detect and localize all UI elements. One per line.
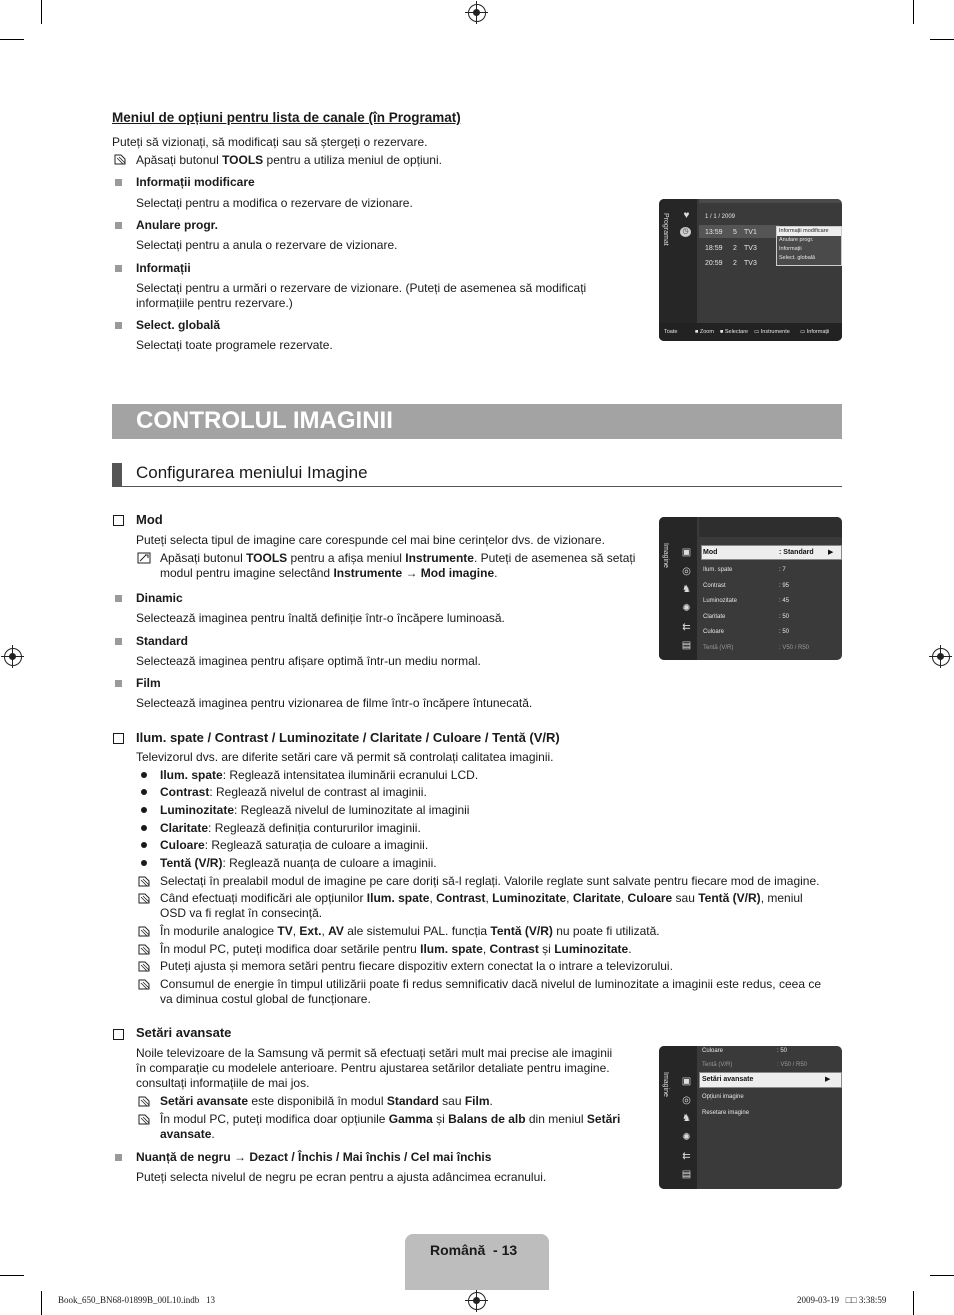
checkbox-bullet: [113, 515, 124, 526]
setari-desc: consultați informațiile de mai jos.: [136, 1076, 310, 1090]
ilum-note: Când efectuați modificări ale opțiunilor Ilum. spate, Contrast, Luminozitate, Claritate, Culoare sau Tentă (V/R), meniul: [160, 891, 803, 905]
mod-item-desc: Selectează imaginea pentru vizionarea de filme într-o încăpere întunecată.: [136, 696, 533, 710]
section-intro: Puteți să vizionați, să modificați sau să ștergeți o rezervare.: [112, 135, 428, 149]
ilum-bullet: Luminozitate: Reglează nivelul de luminozitate al imaginii: [160, 803, 470, 817]
bullet-dot: [141, 807, 147, 813]
mod-item-title: Dinamic: [136, 591, 183, 605]
ilum-note: Selectați în prealabil modul de imagine pe care doriți să-l reglați. Valorile reglate sunt salvate pentru fiecare mod de imagine.: [160, 874, 820, 888]
support-icon: ▤: [681, 640, 692, 651]
ilum-note: În modurile analogice TV, Ext., AV ale sistemului PAL. funcția Tentă (V/R) nu poate fi utilizată.: [160, 924, 660, 938]
bullet-square: [115, 638, 122, 645]
osd-row-label[interactable]: Culoare: [703, 629, 725, 635]
osd-row-label[interactable]: Luminozitate: [703, 598, 738, 604]
osd-bottom-info: ▭ Informații: [800, 329, 830, 335]
bullet-dot: [141, 789, 147, 795]
note-icon: [137, 924, 151, 938]
ilum-bullet: Ilum. spate: Reglează intensitatea iluminării ecranului LCD.: [160, 768, 479, 782]
checkbox-bullet: [113, 1029, 124, 1040]
setari-note: Setări avansate este disponibilă în modul Standard sau Film.: [160, 1094, 493, 1108]
osd-selected-row[interactable]: [701, 545, 842, 560]
note-icon: [137, 942, 151, 956]
setup-icon: ✺: [682, 603, 691, 614]
osd-bottom-tools: ▭ Instrumente: [754, 329, 790, 335]
osd-row-value: : 45: [779, 598, 790, 604]
ilum-note: În modul PC, puteți modifica doar setările pentru Ilum. spate, Contrast și Luminozitate.: [160, 942, 632, 956]
arrow-right-icon: ▶: [828, 549, 834, 556]
osd-side-label: Imagine: [662, 1072, 669, 1097]
bullet-square: [115, 595, 122, 602]
osd-row-label[interactable]: Tentă (V/R): [703, 645, 734, 651]
osd-row-ch: TV3: [744, 245, 757, 252]
osd-row-label[interactable]: Tentă (V/R): [702, 1062, 733, 1068]
nuanta-desc: Puteți selecta nivelul de negru pe ecran pentru a ajusta adâncimea ecranului.: [136, 1170, 547, 1184]
osd-side-label: Programat: [662, 213, 669, 246]
note-icon: [137, 977, 151, 991]
osd-row-value: : V50 / R50: [779, 645, 810, 651]
item-title: Select. globală: [136, 318, 221, 332]
item-desc: Selectați pentru a urmări o rezervare de vizionare. (Puteți de asemenea să modificați: [136, 281, 587, 295]
ilum-bullet: Culoare: Reglează saturația de culoare a imaginii.: [160, 838, 429, 852]
setari-desc: în comparație cu modelele anterioare. Pentru ajustarea setărilor detaliate pentru imagine.: [136, 1061, 610, 1075]
bullet-square: [115, 222, 122, 229]
osd-row-value: : 50: [777, 1048, 788, 1054]
banner-title: CONTROLUL IMAGINII: [136, 407, 393, 434]
ilum-note-cont: OSD va fi reglat în consecință.: [160, 906, 323, 920]
bullet-square: [115, 322, 122, 329]
osd-row-num: 2: [733, 245, 737, 252]
setup-icon: ✺: [682, 1132, 691, 1143]
mod-item-desc: Selectează imaginea pentru înaltă definiție într-o încăpere luminoasă.: [136, 611, 505, 625]
osd-bottom-zoom: ■ Zoom: [695, 329, 714, 335]
bullet-square: [115, 265, 122, 272]
osd-bottom-select: ■ Selectare: [720, 329, 749, 335]
osd-row-label[interactable]: Mod: [703, 549, 718, 556]
osd-row-value: : 7: [779, 567, 786, 573]
arrow-right-icon: ▶: [825, 1076, 831, 1083]
picture-icon: ▣: [681, 1076, 692, 1087]
mod-item-title: Film: [136, 676, 161, 690]
tv-osd-setari: [659, 1046, 842, 1189]
note-icon: [137, 1094, 151, 1108]
osd-row-label[interactable]: Claritate: [703, 614, 726, 620]
item-desc: Selectați pentru a modifica o rezervare de vizionare.: [136, 196, 413, 210]
input-icon: ⇇: [682, 622, 691, 633]
registration-mark-right: [932, 648, 950, 666]
osd-row-time: 13:59: [705, 229, 723, 236]
bullet-dot: [141, 860, 147, 866]
subheading-rule: [112, 486, 842, 487]
ilum-desc: Televizorul dvs. are diferite setări care vă permit să controlați calitatea imaginii.: [136, 750, 554, 764]
bullet-square: [115, 680, 122, 687]
tv-osd-imagine: [659, 517, 842, 660]
subheading: Configurarea meniului Imagine: [136, 463, 368, 482]
registration-mark-left: [4, 648, 22, 666]
item-title: Informații: [136, 261, 191, 275]
clock-icon: ◷: [680, 227, 691, 237]
bullet-dot: [141, 842, 147, 848]
section-heading: Meniul de opțiuni pentru lista de canale (în Programat): [112, 110, 461, 125]
note-icon: [137, 891, 151, 905]
popup-item[interactable]: Informații: [779, 246, 802, 252]
osd-row-value: : 50: [779, 614, 790, 620]
popup-item[interactable]: Select. globală: [779, 255, 816, 261]
tv-osd-programat: [659, 199, 842, 341]
osd-row-label[interactable]: Resetare imagine: [702, 1110, 750, 1116]
item-desc-cont: informațiile pentru rezervare.): [136, 296, 293, 310]
ilum-note: Puteți ajusta și memora setări pentru fiecare dispozitiv extern conectat la o intrare a televizorului.: [160, 959, 673, 973]
heart-icon: ♥: [683, 210, 690, 221]
bullet-dot: [141, 825, 147, 831]
note-icon: [137, 959, 151, 973]
footer-date: 2009-03-19 □□ 3:38:59: [797, 1295, 887, 1305]
ilum-bullet: Claritate: Reglează definiția contururilor imaginii.: [160, 821, 421, 835]
picture-icon: ▣: [681, 547, 692, 558]
note-icon: [113, 152, 127, 166]
note-icon: [137, 874, 151, 888]
osd-bottom-label: Toate: [664, 329, 678, 335]
mod-note-line2: modul pentru imagine selectând Instrumente → Mod imagine.: [160, 566, 498, 580]
tools-icon: [137, 551, 151, 565]
bullet-square: [115, 1154, 122, 1161]
osd-row-time: 20:59: [705, 260, 723, 267]
setari-note-cont: avansate.: [160, 1127, 215, 1141]
mod-title: Mod: [136, 512, 163, 527]
mod-item-title: Standard: [136, 634, 189, 648]
item-desc: Selectați pentru a anula o rezervare de vizionare.: [136, 238, 398, 252]
setari-desc: Noile televizoare de la Samsung vă permit să efectuați setări mult mai precise ale imaginii: [136, 1046, 613, 1060]
setari-note: În modul PC, puteți modifica doar opțiunile Gamma și Balans de alb din meniul Setări: [160, 1112, 621, 1126]
osd-side-label: Imagine: [662, 543, 669, 568]
tools-note: Apăsați butonul TOOLS pentru a utiliza meniul de opțiuni.: [136, 153, 442, 167]
note-icon: [137, 1112, 151, 1126]
item-title: Informații modificare: [136, 175, 255, 189]
osd-row-time: 18:59: [705, 245, 723, 252]
ilum-bullet: Contrast: Reglează nivelul de contrast al imaginii.: [160, 785, 427, 799]
footer-file: Book_650_BN68-01899B_00L10.indb 13: [58, 1295, 216, 1305]
channel-icon: ♞: [682, 1113, 691, 1124]
sound-icon: ◎: [682, 566, 691, 577]
mod-desc: Puteți selecta tipul de imagine care corespunde cel mai bine cerințelor dvs. de vizionare.: [136, 533, 605, 547]
osd-row-value: : V50 / R50: [777, 1062, 808, 1068]
registration-mark-bottom: [468, 1292, 486, 1310]
osd-row-value: : 50: [779, 629, 790, 635]
mod-note-line1: Apăsați butonul TOOLS pentru a afișa meniul Instrumente. Puteți de asemenea să setați: [160, 551, 636, 565]
ilum-title: Ilum. spate / Contrast / Luminozitate / Claritate / Culoare / Tentă (V/R): [136, 730, 560, 745]
osd-row-label[interactable]: Ilum. spate: [703, 567, 733, 573]
popup-item[interactable]: Anulare progr.: [779, 237, 814, 243]
ilum-bullet: Tentă (V/R): Reglează nuanța de culoare a imaginii.: [160, 856, 437, 870]
osd-row-ch: TV3: [744, 260, 757, 267]
osd-row-ch: TV1: [744, 229, 757, 236]
bullet-dot: [141, 772, 147, 778]
osd-row-value: : 95: [779, 583, 790, 589]
osd-date: 1 / 1 / 2009: [705, 214, 736, 220]
setari-title: Setări avansate: [136, 1025, 232, 1040]
osd-popup-menu[interactable]: [776, 226, 842, 266]
osd-row-value: : Standard: [779, 549, 814, 556]
nuanta-title: Nuanță de negru → Dezact / Închis / Mai închis / Cel mai închis: [136, 1150, 492, 1164]
checkbox-bullet: [113, 733, 124, 744]
registration-mark-top: [468, 4, 486, 22]
subheading-marker: [112, 463, 122, 487]
page-number: Română - 13: [430, 1242, 518, 1258]
input-icon: ⇇: [682, 1151, 691, 1162]
support-icon: ▤: [681, 1169, 692, 1180]
osd-row-label[interactable]: Opțiuni imagine: [702, 1094, 744, 1100]
ilum-note-cont: va diminua costul global de funcționare.: [160, 992, 371, 1006]
popup-item[interactable]: Informații modificare: [779, 228, 829, 234]
item-desc: Selectați toate programele rezervate.: [136, 338, 333, 352]
sound-icon: ◎: [682, 1095, 691, 1106]
osd-row-num: 2: [733, 260, 737, 267]
osd-row-label[interactable]: Contrast: [703, 583, 726, 589]
bullet-square: [115, 179, 122, 186]
ilum-note: Consumul de energie în timpul utilizării poate fi redus semnificativ dacă nivelul de luminozitate a imaginii este redus, ceea ce: [160, 977, 822, 991]
osd-row-label[interactable]: Setări avansate: [702, 1076, 754, 1083]
channel-icon: ♞: [682, 584, 691, 595]
mod-item-desc: Selectează imaginea pentru afișare optimă într-un mediu normal.: [136, 654, 481, 668]
item-title: Anulare progr.: [136, 218, 219, 232]
osd-row-label[interactable]: Culoare: [702, 1048, 724, 1054]
osd-row-num: 5: [733, 229, 737, 236]
